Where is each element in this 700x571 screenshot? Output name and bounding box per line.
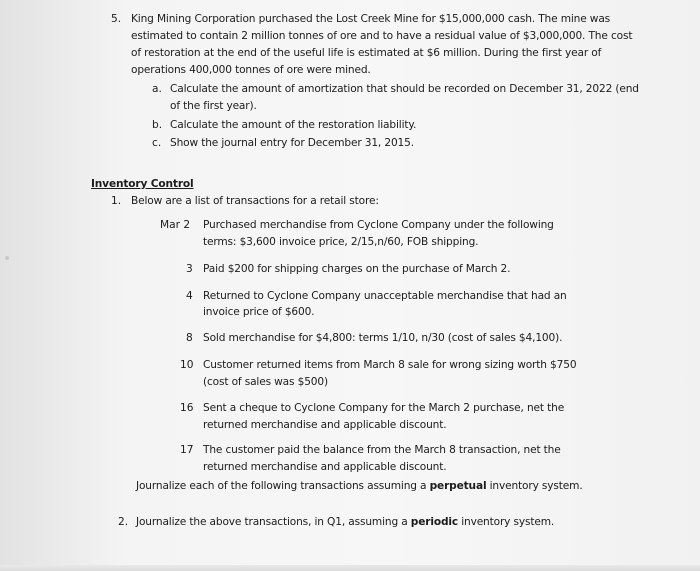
transaction-date-4: 4 <box>186 290 193 302</box>
transaction-17-line-2: returned merchandise and applicable discount. <box>203 461 447 473</box>
transaction-date-17: 17 <box>180 444 194 456</box>
question-1-number: 1. <box>111 195 122 207</box>
part-c-label: c. <box>152 137 162 149</box>
perpetual-emphasis: perpetual <box>429 480 487 492</box>
transaction-4-line-1: Returned to Cyclone Company unacceptable merchandise that had an <box>203 290 567 302</box>
transaction-date-8: 8 <box>186 332 193 344</box>
journalize-perpetual-post: inventory system. <box>486 480 583 492</box>
transaction-mar-2-line-1: Purchased merchandise from Cyclone Company under the following <box>203 219 554 231</box>
question-2-text <box>136 516 554 529</box>
transaction-date-10: 10 <box>180 359 194 371</box>
part-b-text: Calculate the amount of the restoration liability. <box>170 119 417 131</box>
page-bottom-edge <box>0 565 700 571</box>
transaction-17-line-1: The customer paid the balance from the March 8 transaction, net the <box>203 444 561 456</box>
part-c-text: Show the journal entry for December 31, 2015. <box>170 137 414 149</box>
question-5-line-3: of restoration at the end of the useful life is estimated at $6 million. During the first year of <box>131 47 602 59</box>
transaction-mar-2-line-2: terms: $3,600 invoice price, 2/15,n/60, FOB shipping. <box>203 236 479 248</box>
journalize-perpetual-instruction <box>136 480 583 493</box>
transaction-8-line-1: Sold merchandise for $4,800: terms 1/10, n/30 (cost of sales $4,100). <box>203 332 563 344</box>
question-2-pre: Journalize the above transactions, in Q1, assuming a <box>136 516 411 528</box>
part-a-line-1: Calculate the amount of amortization that should be recorded on December 31, 2022 (end <box>170 83 639 95</box>
margin-speck <box>5 256 9 260</box>
question-5-line-2: estimated to contain 2 million tonnes of ore and to have a residual value of $3,000,000. The cost <box>131 30 633 42</box>
question-2-post: inventory system. <box>458 516 555 528</box>
question-5-line-4: operations 400,000 tonnes of ore were mined. <box>131 64 371 76</box>
question-5-line-1: King Mining Corporation purchased the Lost Creek Mine for $15,000,000 cash. The mine was <box>131 13 611 25</box>
part-a-line-2: of the first year). <box>170 100 257 112</box>
transaction-date-16: 16 <box>180 402 194 414</box>
question-1-text: Below are a list of transactions for a retail store: <box>131 195 379 207</box>
question-2-number: 2. <box>118 516 129 528</box>
transaction-date-mar-2: Mar 2 <box>160 219 191 231</box>
transaction-date-3: 3 <box>186 263 193 275</box>
transaction-3-line-1: Paid $200 for shipping charges on the purchase of March 2. <box>203 263 511 275</box>
transaction-16-line-2: returned merchandise and applicable discount. <box>203 419 447 431</box>
inventory-control-heading: Inventory Control <box>91 178 194 190</box>
part-b-label: b. <box>152 119 163 131</box>
periodic-emphasis: periodic <box>410 516 458 528</box>
part-a-label: a. <box>152 83 162 95</box>
transaction-10-line-2: (cost of sales was $500) <box>203 376 328 388</box>
question-5-number: 5. <box>111 13 122 25</box>
transaction-10-line-1: Customer returned items from March 8 sale for wrong sizing worth $750 <box>203 359 577 371</box>
transaction-4-line-2: invoice price of $600. <box>203 306 315 318</box>
journalize-perpetual-pre: Journalize each of the following transactions assuming a <box>136 480 430 492</box>
transaction-16-line-1: Sent a cheque to Cyclone Company for the March 2 purchase, net the <box>203 402 565 414</box>
